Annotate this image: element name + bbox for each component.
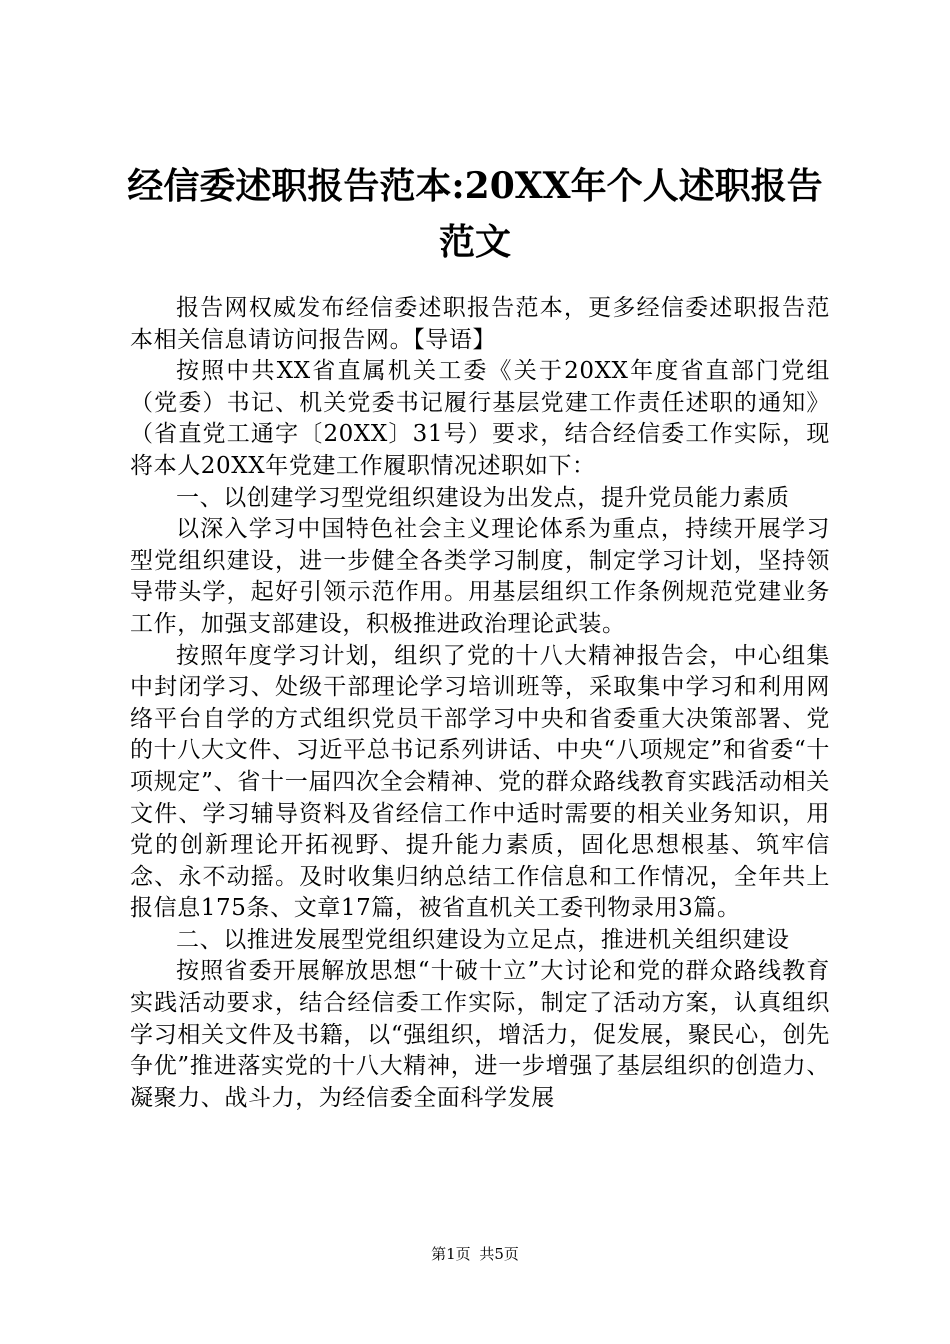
document-body (130, 293, 830, 1114)
paragraph-study-system: 以深入学习中国特色社会主义理论体系为重点，持续开展学习型党组织建设，进一步健全各类学习制度，制定学习计划，坚持领导带头学，起好引领示范作用。用基层组织工作条例规范党建业务工作，加强支部建设，积极推进政治理论武装。 (130, 516, 830, 637)
section-heading-2: 二、以推进发展型党组织建设为立足点，推进机关组织建设 (176, 926, 790, 953)
paragraph-notice: 按照中共XX省直属机关工委《关于20XX年度省直部门党组（党委）书记、机关党委书记履行基层党建工作责任述职的通知》（省直党工通字〔20XX〕31号）要求，结合经信委工作实际，现将本人20XX年党建工作履职情况述职如下： (130, 358, 830, 479)
page-footer (0, 1244, 950, 1264)
section-heading-1: 一、以创建学习型党组织建设为出发点，提升党员能力素质 (176, 484, 790, 511)
paragraph-campaign: 按照省委开展解放思想“十破十立”大讨论和党的群众路线教育实践活动要求，结合经信委工作实际，制定了活动方案，认真组织学习相关文件及书籍，以“强组织，增活力，促发展，聚民心，创先争优”推进落实党的十八大精神，进一步增强了基层组织的创造力、凝聚力、战斗力，为经信委全面科学发展 (130, 958, 830, 1111)
page-total: 共5页 (479, 1245, 519, 1263)
paragraph-study-plan: 按照年度学习计划，组织了党的十八大精神报告会，中心组集中封闭学习、处级干部理论学习培训班等，采取集中学习和利用网络平台自学的方式组织党员干部学习中央和省委重大决策部署、党的十八大文件、习近平总书记系列讲话、中央“八项规定”和省委“十项规定”、省十一届四次全会精神、党的群众路线教育实践活动相关文件、学习辅导资料及省经信工作中适时需要的相关业务知识，用党的创新理论开拓视野、提升能力素质，固化思想根基、筑牢信念、永不动摇。及时收集归纳总结工作信息和工作情况，全年共上报信息175条、文章17篇，被省直机关工委刊物录用3篇。 (130, 642, 830, 922)
document-title: 经信委述职报告范本:20XX年个人述职报告范文 (127, 165, 823, 263)
paragraph-intro: 报告网权威发布经信委述职报告范本，更多经信委述职报告范本相关信息请访问报告网。【导语】 (130, 295, 830, 353)
page-number: 第1页 (431, 1245, 471, 1263)
